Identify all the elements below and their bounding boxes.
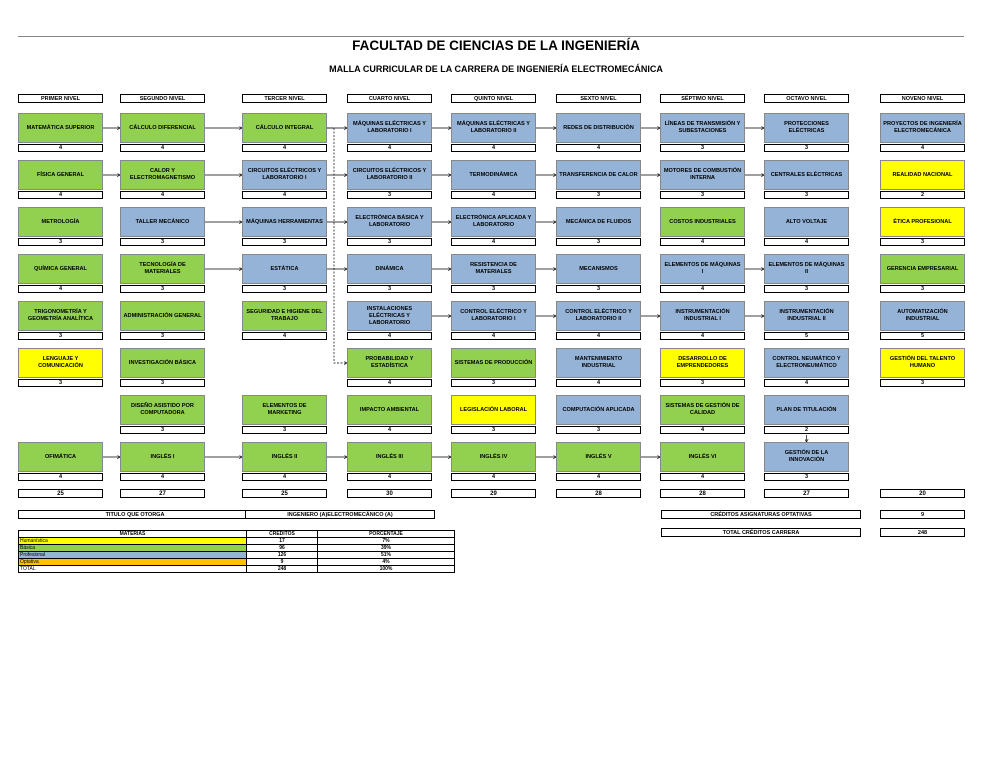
subject-calculo-integral — [242, 113, 327, 143]
level-total-1: 25 — [18, 489, 103, 498]
subject-administracion-general — [120, 301, 205, 331]
subject-ingles-ii — [242, 442, 327, 472]
summary-header-cell: MATERIAS — [19, 531, 247, 538]
subject-credits: 3 — [660, 144, 745, 152]
summary-cell-name: Básica — [19, 545, 247, 552]
subject-name: LEGISLACIÓN LABORAL — [459, 406, 528, 413]
subject-credits: 4 — [660, 332, 745, 340]
subject-tecnologia-de-materiales — [120, 254, 205, 284]
level-header-3: TERCER NIVEL — [242, 94, 327, 103]
subject-name: ESTÁTICA — [270, 265, 299, 272]
subject-name: SISTEMAS DE PRODUCCIÓN — [454, 359, 533, 366]
subject-instrumentacion-industrial-i — [660, 301, 745, 331]
subject-name: INGLÉS VI — [688, 453, 717, 460]
level-header-2: SEGUNDO NIVEL — [120, 94, 205, 103]
subject-name: INGLÉS I — [150, 453, 175, 460]
subject-credits: 4 — [660, 285, 745, 293]
level-header-8: OCTAVO NIVEL — [764, 94, 849, 103]
subject-calculo-diferencial — [120, 113, 205, 143]
subject-name: ELEMENTOS DE MÁQUINAS I — [664, 262, 741, 275]
subject-credits: 3 — [120, 285, 205, 293]
subject-mecanismos — [556, 254, 641, 284]
subject-name: METROLOGÍA — [41, 218, 80, 225]
subject-name: INGLÉS V — [585, 453, 612, 460]
subject-credits: 4 — [242, 191, 327, 199]
subject-plan-de-titulacion — [764, 395, 849, 425]
subject-control-electrico-y-laboratorio-ii — [556, 301, 641, 331]
level-total-3: 25 — [242, 489, 327, 498]
subject-credits: 4 — [660, 238, 745, 246]
subject-seguridad-e-higiene-del-trabajo — [242, 301, 327, 331]
subject-name: CÁLCULO DIFERENCIAL — [129, 124, 196, 131]
summary-cell-name: Humanística — [19, 538, 247, 545]
subject-name: PROYECTOS DE INGENIERÍA ELECTROMECÁNICA — [883, 121, 962, 134]
subject-name: DISEÑO ASISTIDO POR COMPUTADORA — [131, 403, 194, 416]
level-total-4: 30 — [347, 489, 432, 498]
subject-credits: 4 — [556, 473, 641, 481]
subject-circuitos-electricos-y-laboratorio-i — [242, 160, 327, 190]
subject-legislacion-laboral — [451, 395, 536, 425]
subject-estatica — [242, 254, 327, 284]
subject-name: CONTROL ELÉCTRICO Y LABORATORIO II — [565, 309, 632, 322]
subject-name: INSTRUMENTACIÓN INDUSTRIAL I — [675, 309, 730, 322]
subject-name: MANTENIMIENTO INDUSTRIAL — [574, 356, 623, 369]
subject-credits: 3 — [764, 285, 849, 293]
subject-credits: 4 — [764, 238, 849, 246]
subject-elementos-de-maquinas-ii — [764, 254, 849, 284]
subject-credits: 3 — [120, 426, 205, 434]
subject-name: TRANSFERENCIA DE CALOR — [559, 171, 638, 178]
subject-name: CIRCUITOS ELÉCTRICOS Y LABORATORIO I — [247, 168, 322, 181]
subject-matematica-superior — [18, 113, 103, 143]
subject-credits: 4 — [451, 238, 536, 246]
subject-credits: 3 — [242, 285, 327, 293]
subject-credits: 3 — [556, 285, 641, 293]
subject-name: INVESTIGACIÓN BÁSICA — [128, 359, 197, 366]
subject-gestion-del-talento-humano — [880, 348, 965, 378]
subject-credits: 4 — [347, 332, 432, 340]
subject-name: PROBABILIDAD Y ESTADÍSTICA — [365, 356, 414, 369]
page-title: FACULTAD DE CIENCIAS DE LA INGENIERÍA — [352, 38, 640, 53]
subject-quimica-general — [18, 254, 103, 284]
subject-name: CENTRALES ELÉCTRICAS — [770, 171, 843, 178]
subject-name: ALTO VOLTAJE — [785, 218, 828, 225]
subject-name: CONTROL ELÉCTRICO Y LABORATORIO I — [460, 309, 527, 322]
subject-credits: 3 — [18, 332, 103, 340]
subject-credits: 4 — [18, 473, 103, 481]
career-total-label: TOTAL CRÉDITOS CARRERA — [661, 528, 861, 537]
subject-credits: 4 — [120, 191, 205, 199]
subject-name: MOTORES DE COMBUSTIÓN INTERNA — [663, 168, 742, 181]
summary-cell-credits: 9 — [247, 559, 318, 566]
subject-name: SISTEMAS DE GESTIÓN DE CALIDAD — [665, 403, 740, 416]
subject-name: ELECTRÓNICA APLICADA Y LABORATORIO — [455, 215, 532, 228]
subject-elementos-de-marketing — [242, 395, 327, 425]
subject-centrales-electricas — [764, 160, 849, 190]
subject-investigacion-basica — [120, 348, 205, 378]
level-total-9: 20 — [880, 489, 965, 498]
subject-maquinas-herramientas — [242, 207, 327, 237]
subject-electronica-basica-y-laboratorio — [347, 207, 432, 237]
summary-row — [19, 545, 455, 552]
summary-cell-percent: 7% — [318, 538, 455, 545]
subject-name: INSTRUMENTACIÓN INDUSTRIAL II — [779, 309, 834, 322]
summary-cell-percent: 51% — [318, 552, 455, 559]
subject-ofimatica — [18, 442, 103, 472]
subject-credits: 3 — [556, 238, 641, 246]
subject-dinamica — [347, 254, 432, 284]
subject-name: TALLER MECÁNICO — [135, 218, 190, 225]
subject-name: GESTIÓN DEL TALENTO HUMANO — [889, 356, 956, 369]
subject-credits: 4 — [880, 144, 965, 152]
subject-ingles-i — [120, 442, 205, 472]
subject-resistencia-de-materiales — [451, 254, 536, 284]
summary-cell-percent: 39% — [318, 545, 455, 552]
subject-name: PLAN DE TITULACIÓN — [776, 406, 837, 413]
subject-impacto-ambiental — [347, 395, 432, 425]
subject-name: COMPUTACIÓN APLICADA — [562, 406, 635, 413]
subject-credits: 5 — [880, 332, 965, 340]
subject-credits: 4 — [18, 191, 103, 199]
subject-credits: 4 — [451, 144, 536, 152]
subject-name: TECNOLOGÍA DE MATERIALES — [139, 262, 186, 275]
subject-trigonometria-y-geometria-analitica — [18, 301, 103, 331]
subject-name: TERMODINÁMICA — [469, 171, 518, 178]
subject-name: LÍNEAS DE TRANSMISIÓN Y SUBESTACIONES — [664, 121, 741, 134]
subject-credits: 3 — [120, 332, 205, 340]
subject-credits: 2 — [764, 426, 849, 434]
subject-credits: 4 — [347, 426, 432, 434]
subject-probabilidad-y-estadistica — [347, 348, 432, 378]
subject-credits: 3 — [660, 191, 745, 199]
subject-credits: 4 — [120, 473, 205, 481]
level-total-5: 29 — [451, 489, 536, 498]
summary-cell-name: TOTAL — [19, 566, 247, 573]
subject-credits: 3 — [120, 238, 205, 246]
subject-credits: 3 — [347, 191, 432, 199]
subject-metrologia — [18, 207, 103, 237]
subject-credits: 3 — [347, 285, 432, 293]
subject-ingles-vi — [660, 442, 745, 472]
subject-credits: 3 — [451, 285, 536, 293]
subject-credits: 3 — [242, 426, 327, 434]
credits-summary-table — [18, 530, 455, 573]
level-header-6: SEXTO NIVEL — [556, 94, 641, 103]
level-header-4: CUARTO NIVEL — [347, 94, 432, 103]
subject-lenguaje-y-comunicacion — [18, 348, 103, 378]
subject-name: SEGURIDAD E HIGIENE DEL TRABAJO — [246, 309, 323, 322]
subject-credits: 4 — [451, 473, 536, 481]
subject-termodinamica — [451, 160, 536, 190]
subject-name: GERENCIA EMPRESARIAL — [886, 265, 959, 272]
subject-name: DINÁMICA — [375, 265, 404, 272]
summary-header-row — [19, 531, 455, 538]
subject-credits: 4 — [451, 191, 536, 199]
summary-header-cell: CRÉDITOS — [247, 531, 318, 538]
subject-name: REALIDAD NACIONAL — [892, 171, 953, 178]
subject-maquinas-electricas-y-laboratorio-ii — [451, 113, 536, 143]
subject-gestion-de-la-innovacion — [764, 442, 849, 472]
subject-credits: 3 — [660, 379, 745, 387]
subject-instrumentacion-industrial-ii — [764, 301, 849, 331]
subject-gerencia-empresarial — [880, 254, 965, 284]
prerequisite-arrow-dashed — [327, 128, 347, 363]
subject-credits: 5 — [764, 332, 849, 340]
summary-row — [19, 538, 455, 545]
subject-desarrollo-de-emprendedores — [660, 348, 745, 378]
summary-cell-percent: 4% — [318, 559, 455, 566]
subject-name: GESTIÓN DE LA INNOVACIÓN — [784, 450, 829, 463]
subject-alto-voltaje — [764, 207, 849, 237]
subject-ingles-iii — [347, 442, 432, 472]
subject-sistemas-de-produccion — [451, 348, 536, 378]
subject-sistemas-de-gestion-de-calidad — [660, 395, 745, 425]
subject-name: INGLÉS IV — [479, 453, 508, 460]
subject-name: MECÁNICA DE FLUIDOS — [565, 218, 632, 225]
subject-name: CÁLCULO INTEGRAL — [255, 124, 314, 131]
subject-name: DESARROLLO DE EMPRENDEDORES — [676, 356, 729, 369]
summary-cell-name: Optativa — [19, 559, 247, 566]
subject-credits: 3 — [880, 238, 965, 246]
subject-name: ELEMENTOS DE MARKETING — [262, 403, 307, 416]
subject-fisica-general — [18, 160, 103, 190]
subject-control-neumatico-y-electroneumatico — [764, 348, 849, 378]
subject-credits: 4 — [764, 379, 849, 387]
subject-mantenimiento-industrial — [556, 348, 641, 378]
subject-maquinas-electricas-y-laboratorio-i — [347, 113, 432, 143]
subject-diseno-asistido-por-computadora — [120, 395, 205, 425]
level-header-9: NOVENO NIVEL — [880, 94, 965, 103]
subject-realidad-nacional — [880, 160, 965, 190]
subject-electronica-aplicada-y-laboratorio — [451, 207, 536, 237]
subject-protecciones-electricas — [764, 113, 849, 143]
career-total-value: 248 — [880, 528, 965, 537]
level-header-1: PRIMER NIVEL — [18, 94, 103, 103]
subject-computacion-aplicada — [556, 395, 641, 425]
subject-costos-industriales — [660, 207, 745, 237]
subject-name: COSTOS INDUSTRIALES — [669, 218, 736, 225]
subject-credits: 3 — [880, 379, 965, 387]
subject-name: INGLÉS III — [375, 453, 404, 460]
subject-name: INSTALACIONES ELÉCTRICAS Y LABORATORIO — [366, 305, 413, 326]
summary-row — [19, 559, 455, 566]
subject-name: TRIGONOMETRÍA Y GEOMETRÍA ANALÍTICA — [27, 309, 94, 322]
subject-name: ELECTRÓNICA BÁSICA Y LABORATORIO — [355, 215, 424, 228]
summary-cell-credits: 126 — [247, 552, 318, 559]
level-total-6: 28 — [556, 489, 641, 498]
subject-credits: 4 — [347, 473, 432, 481]
subject-credits: 4 — [242, 473, 327, 481]
subject-credits: 4 — [242, 332, 327, 340]
subject-name: IMPACTO AMBIENTAL — [359, 406, 420, 413]
subject-credits: 3 — [764, 473, 849, 481]
subject-credits: 3 — [556, 426, 641, 434]
subject-credits: 4 — [660, 473, 745, 481]
subject-credits: 4 — [18, 285, 103, 293]
subject-name: MECANISMOS — [579, 265, 618, 272]
summary-row — [19, 566, 455, 573]
subject-credits: 3 — [764, 144, 849, 152]
subject-name: MÁQUINAS HERRAMIENTAS — [246, 218, 323, 225]
level-total-8: 27 — [764, 489, 849, 498]
optional-credits-label: CRÉDITOS ASIGNATURAS OPTATIVAS — [661, 510, 861, 519]
subject-credits: 3 — [451, 379, 536, 387]
level-total-2: 27 — [120, 489, 205, 498]
summary-cell-percent: 100% — [318, 566, 455, 573]
subject-credits: 2 — [880, 191, 965, 199]
subject-lineas-de-transmision-y-subestaciones — [660, 113, 745, 143]
summary-cell-credits: 248 — [247, 566, 318, 573]
subject-name: QUÍMICA GENERAL — [34, 265, 87, 272]
degree-value: INGENIERO (A)ELECTROMECÁNICO (A) — [245, 510, 435, 519]
subject-credits: 4 — [556, 144, 641, 152]
subject-credits: 4 — [556, 379, 641, 387]
subject-name: LENGUAJE Y COMUNICACIÓN — [38, 356, 83, 369]
summary-header-cell: PORCENTAJE — [318, 531, 455, 538]
subject-name: MÁQUINAS ELÉCTRICAS Y LABORATORIO II — [457, 121, 530, 134]
subject-credits: 3 — [556, 191, 641, 199]
subject-name: ÉTICA PROFESIONAL — [893, 218, 952, 225]
subject-name: PROTECCIONES ELÉCTRICAS — [784, 121, 829, 134]
subject-name: ELEMENTOS DE MÁQUINAS II — [768, 262, 845, 275]
subject-proyectos-de-ingenieria-electromecanica — [880, 113, 965, 143]
level-header-5: QUINTO NIVEL — [451, 94, 536, 103]
subject-name: CALOR Y ELECTROMAGNETISMO — [129, 168, 196, 181]
page-subtitle: MALLA CURRICULAR DE LA CARRERA DE INGENIERÍA ELECTROMECÁNICA — [329, 64, 663, 74]
subject-ingles-iv — [451, 442, 536, 472]
subject-credits: 3 — [18, 238, 103, 246]
subject-mecanica-de-fluidos — [556, 207, 641, 237]
subject-credits: 3 — [242, 238, 327, 246]
summary-cell-name: Profesional — [19, 552, 247, 559]
subject-ingles-v — [556, 442, 641, 472]
subject-credits: 4 — [18, 144, 103, 152]
optional-credits-value: 9 — [880, 510, 965, 519]
subject-credits: 3 — [451, 426, 536, 434]
subject-name: MÁQUINAS ELÉCTRICAS Y LABORATORIO I — [353, 121, 426, 134]
subject-name: ADMINISTRACIÓN GENERAL — [123, 312, 202, 319]
subject-automatizacion-industrial — [880, 301, 965, 331]
subject-taller-mecanico — [120, 207, 205, 237]
subject-credits: 4 — [120, 144, 205, 152]
subject-name: INGLÉS II — [271, 453, 298, 460]
degree-label: TITULO QUE OTORGA — [18, 510, 252, 519]
subject-credits: 4 — [347, 379, 432, 387]
summary-cell-credits: 96 — [247, 545, 318, 552]
subject-name: FÍSICA GENERAL — [36, 171, 85, 178]
subject-credits: 3 — [347, 238, 432, 246]
summary-row — [19, 552, 455, 559]
subject-credits: 3 — [764, 191, 849, 199]
subject-calor-y-electromagnetismo — [120, 160, 205, 190]
summary-cell-credits: 17 — [247, 538, 318, 545]
subject-redes-de-distribucion — [556, 113, 641, 143]
subject-credits: 3 — [880, 285, 965, 293]
subject-name: OFIMÁTICA — [44, 453, 77, 460]
subject-credits: 4 — [451, 332, 536, 340]
subject-motores-de-combustion-interna — [660, 160, 745, 190]
subject-credits: 3 — [18, 379, 103, 387]
subject-control-electrico-y-laboratorio-i — [451, 301, 536, 331]
subject-etica-profesional — [880, 207, 965, 237]
subject-name: CIRCUITOS ELÉCTRICOS Y LABORATORIO II — [352, 168, 427, 181]
level-total-7: 28 — [660, 489, 745, 498]
subject-instalaciones-electricas-y-laboratorio — [347, 301, 432, 331]
subject-elementos-de-maquinas-i — [660, 254, 745, 284]
subject-credits: 4 — [242, 144, 327, 152]
level-header-7: SÉPTIMO NIVEL — [660, 94, 745, 103]
subject-name: MATEMÁTICA SUPERIOR — [26, 124, 95, 131]
subject-name: AUTOMATIZACIÓN INDUSTRIAL — [897, 309, 948, 322]
subject-credits: 4 — [556, 332, 641, 340]
subject-credits: 4 — [347, 144, 432, 152]
subject-name: REDES DE DISTRIBUCIÓN — [563, 124, 634, 131]
subject-transferencia-de-calor — [556, 160, 641, 190]
subject-circuitos-electricos-y-laboratorio-ii — [347, 160, 432, 190]
subject-name: CONTROL NEUMÁTICO Y ELECTRONEUMÁTICO — [772, 356, 841, 369]
subject-credits: 3 — [120, 379, 205, 387]
subject-credits: 4 — [660, 426, 745, 434]
subject-name: RESISTENCIA DE MATERIALES — [470, 262, 517, 275]
